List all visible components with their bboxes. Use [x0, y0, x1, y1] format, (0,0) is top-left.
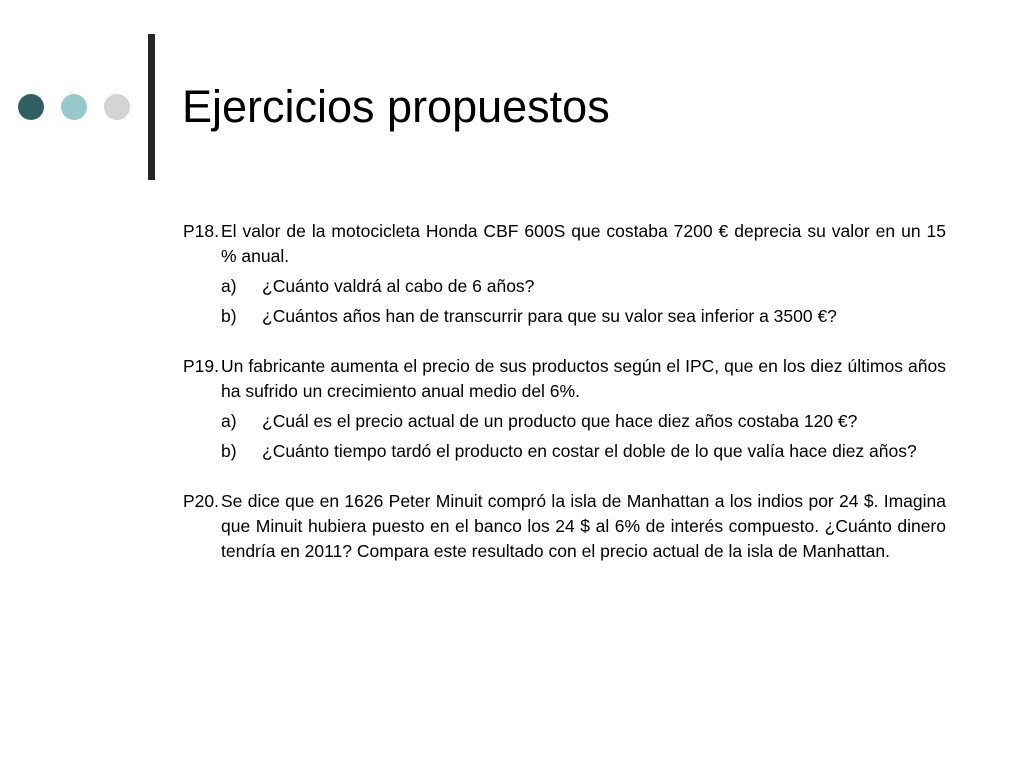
decorative-dot-dark — [18, 94, 44, 120]
problem-label: P20. — [183, 491, 219, 511]
problem-body — [221, 354, 946, 464]
decorative-dot-light — [61, 94, 87, 120]
subquestion-letter: a) — [221, 276, 237, 296]
title-divider — [148, 34, 155, 180]
subquestion-letter: a) — [221, 411, 237, 431]
subquestion-text: ¿Cuánto valdrá al cabo de 6 años? — [262, 276, 535, 296]
problem-text: Un fabricante aumenta el precio de sus productos según el IPC, que en los diez últimos años ha sufrido un crecimiento anual medio del 6%. — [221, 356, 946, 401]
problem-label: P18. — [183, 221, 219, 241]
problem-p19 — [183, 354, 946, 464]
subquestion-list — [221, 409, 946, 464]
problem-text: Se dice que en 1626 Peter Minuit compró la isla de Manhattan a los indios por 24 $. Imagina que Minuit hubiera puesto en el banco los 24 $ al 6% de interés compuesto. ¿Cuánto dinero tendría en 2011? Compara este resultado con el precio actual de la isla de Manhattan. — [221, 491, 946, 561]
subquestion-list — [221, 274, 946, 329]
decorative-dot-grey — [104, 94, 130, 120]
subquestion-text: ¿Cuánto tiempo tardó el producto en costar el doble de lo que valía hace diez años? — [262, 441, 917, 461]
problem-body — [221, 489, 946, 564]
subquestion-letter: b) — [221, 441, 237, 461]
problem-p20 — [183, 489, 946, 564]
problem-label: P19. — [183, 356, 219, 376]
slide-title: Ejercicios propuestos — [182, 81, 610, 132]
subquestion-text: ¿Cuál es el precio actual de un producto que hace diez años costaba 120 €? — [262, 411, 858, 431]
subquestion-text: ¿Cuántos años han de transcurrir para que su valor sea inferior a 3500 €? — [262, 306, 837, 326]
subquestion — [221, 409, 946, 434]
subquestion — [221, 439, 946, 464]
problem-p18 — [183, 219, 946, 329]
problem-body — [221, 219, 946, 329]
subquestion-letter: b) — [221, 306, 237, 326]
slide-content — [183, 219, 946, 564]
subquestion — [221, 304, 946, 329]
problem-text: El valor de la motocicleta Honda CBF 600S que costaba 7200 € deprecia su valor en un 15 % anual. — [221, 221, 946, 266]
subquestion — [221, 274, 946, 299]
